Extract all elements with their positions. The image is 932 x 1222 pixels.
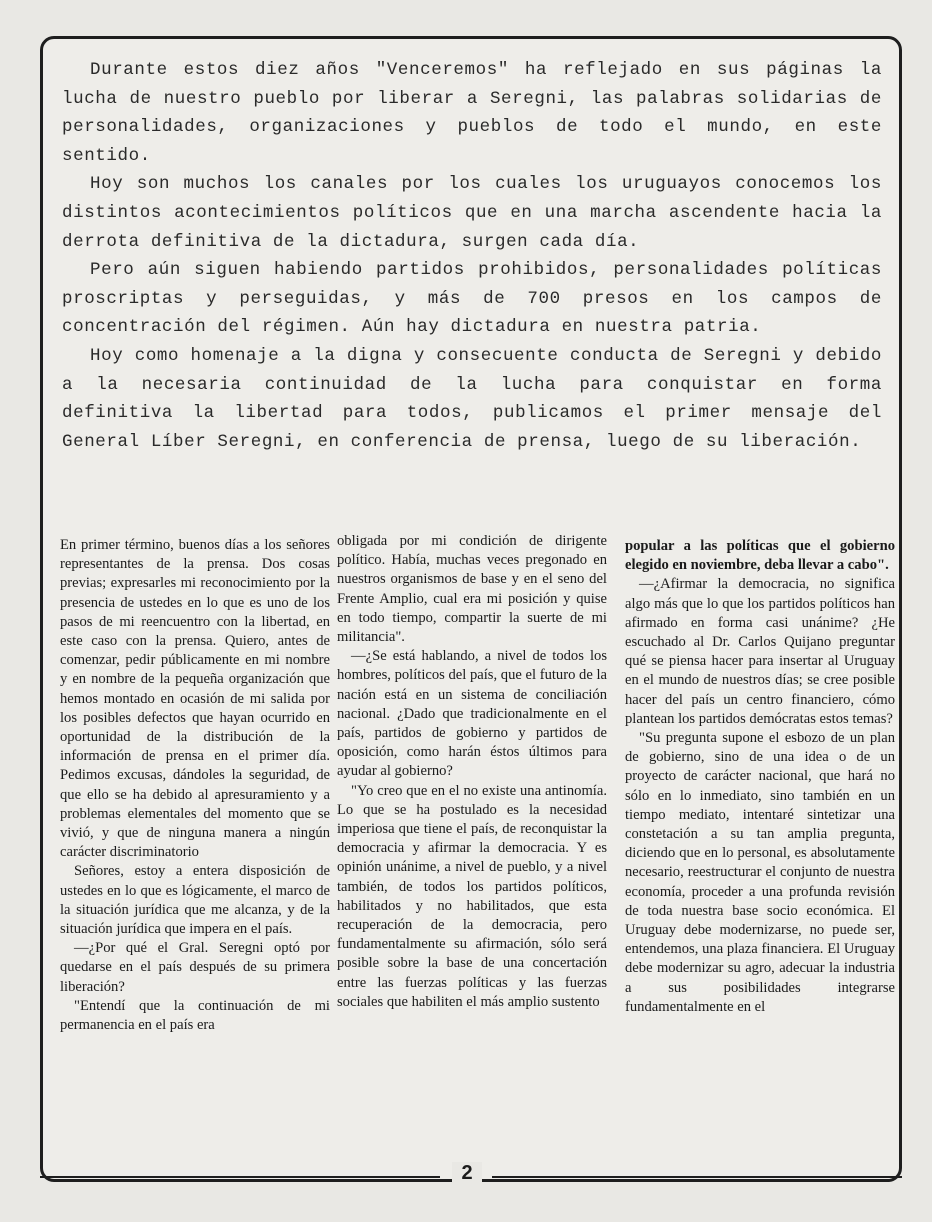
- footer-rule-right: [492, 1176, 902, 1178]
- intro-paragraph-3: Pero aún siguen habiendo partidos prohibidos, personalidades políticas proscriptas y perseguidas, y más de 700 presos en los campos de concentración del régimen. Aún hay dictadura en nuestra patria.: [62, 260, 882, 338]
- intro-paragraph-4: Hoy como homenaje a la digna y consecuente conducta de Seregni y debido a la necesaria continuidad de la lucha para conquistar en forma definitiva la libertad para todos, publicamos el primer mensaje del General Líber Seregni, en conferencia de prensa, luego de su liberación.: [62, 345, 882, 452]
- intro-box: [62, 56, 882, 456]
- article-column-1: [60, 536, 330, 1035]
- col2-question-2: —¿Se está hablando, a nivel de todos los hombres, políticos del país, que el futuro de la nación está en un sistema de conciliación nacional. ¿Dado que tradicionalmente en el país, partidos de gobierno y partidos de oposición, como harán éstos últimos para ayudar al gobierno?: [337, 648, 607, 780]
- col1-answer-1-start: "Entendí que la continuación de mi permanencia en el país era: [60, 997, 330, 1034]
- col1-paragraph-1: En primer término, buenos días a los señores representantes de la prensa. Dos cosas previas; expresarles mi reconocimiento por la presencia de ustedes en lo que es uno de los pasos de mi reencuentro con la libertad, en este caso con la prensa. Quiero, antes de comenzar, pedir públicamente en mi nombre y en nombre de la pequeña organización que hemos montado en ocasión de mi salida por los posibles defectos que hayan ocurrido en oportunidad de la distribución de la información de prensa en el primer día. Pedimos excusas, dándoles la seguridad, de que ello se ha debido al apresuramiento y a problemas elementales del momento que se vivió, y que de ninguna manera a ningún carácter discriminatorio: [60, 537, 330, 861]
- col1-paragraph-2: Señores, estoy a entera disposición de ustedes en lo que es lógicamente, el marco de la situación jurídica que me alcanza, y de la situación jurídica que impera en el país.: [60, 863, 330, 938]
- footer-rule-left: [40, 1176, 440, 1178]
- col2-paragraph-1: obligada por mi condición de dirigente político. Había, muchas veces pregonado en nuestros organismos de base y en el seno del Frente Amplio, cual era mi posición y quise en todo tiempo, compartir la suerte de mi militancia".: [337, 533, 607, 646]
- intro-paragraph-1: Durante estos diez años "Venceremos" ha reflejado en sus páginas la lucha de nuestro pueblo por liberar a Seregni, las palabras solidarias de personalidades, organizaciones y pueblos de todo el mundo, en este sentido.: [62, 60, 882, 166]
- article-column-2: [337, 532, 607, 1012]
- col3-question-3: —¿Afirmar la democracia, no significa algo más que lo que los partidos políticos han afirmado en forma casi unánime? ¿He escuchado al Dr. Carlos Quijano preguntar qué se piensa hacer para insertar al Uruguay en el mundo de nuestros días; se cree posible hacer del país un centro financiero, cómo plantean los partidos demócratas estos temas?: [625, 576, 895, 727]
- col3-paragraph-1: popular a las políticas que el gobierno elegido en noviembre, deba llevar a cabo".: [625, 538, 895, 574]
- page-number: 2: [452, 1162, 482, 1185]
- col3-answer-3: "Su pregunta supone el esbozo de un plan de gobierno, sino de una idea o de un proyecto de carácter nacional, que hará no sólo en lo inmediato, sino también en un tiempo mediato, intentaré sintetizar una constetación a su tan amplia pregunta, diciendo que en lo personal, es absolutamente necesario, reestructurar el conjunto de nuestra economía, proceder a una profunda revisión de toda nuestra base socio económica. El Uruguay debe modernizarse, no puede ser, entendemos, una plaza financiera. El Uruguay debe modernizar su agro, adecuar la industria a sus posibilidades integrarse fundamentalmente en el: [625, 730, 895, 1015]
- intro-paragraph-2: Hoy son muchos los canales por los cuales los uruguayos conocemos los distintos acontecimientos políticos que en una marcha ascendente hacia la derrota definitiva de la dictadura, surgen cada día.: [62, 174, 882, 252]
- article-column-3: [625, 537, 895, 1017]
- col2-answer-2: "Yo creo que en el no existe una antinomía. Lo que se ha postulado es la necesidad imperiosa que tiene el país, de reconquistar la democracia y afirmar la democracia. Y es opinión unánime, a nivel de pueblo, y a nivel también, de todos los partidos políticos, habilitados y no habilitados, que esta recuperación de la democracia, pero fundamentalmente su afirmación, sólo será posible sobre la base de una concertación entre las fuerzas políticas y las fuerzas sociales que habiliten el más amplio sustento: [337, 782, 607, 1010]
- col1-question-1: —¿Por qué el Gral. Seregni optó por quedarse en el país después de su primera liberación?: [60, 940, 330, 995]
